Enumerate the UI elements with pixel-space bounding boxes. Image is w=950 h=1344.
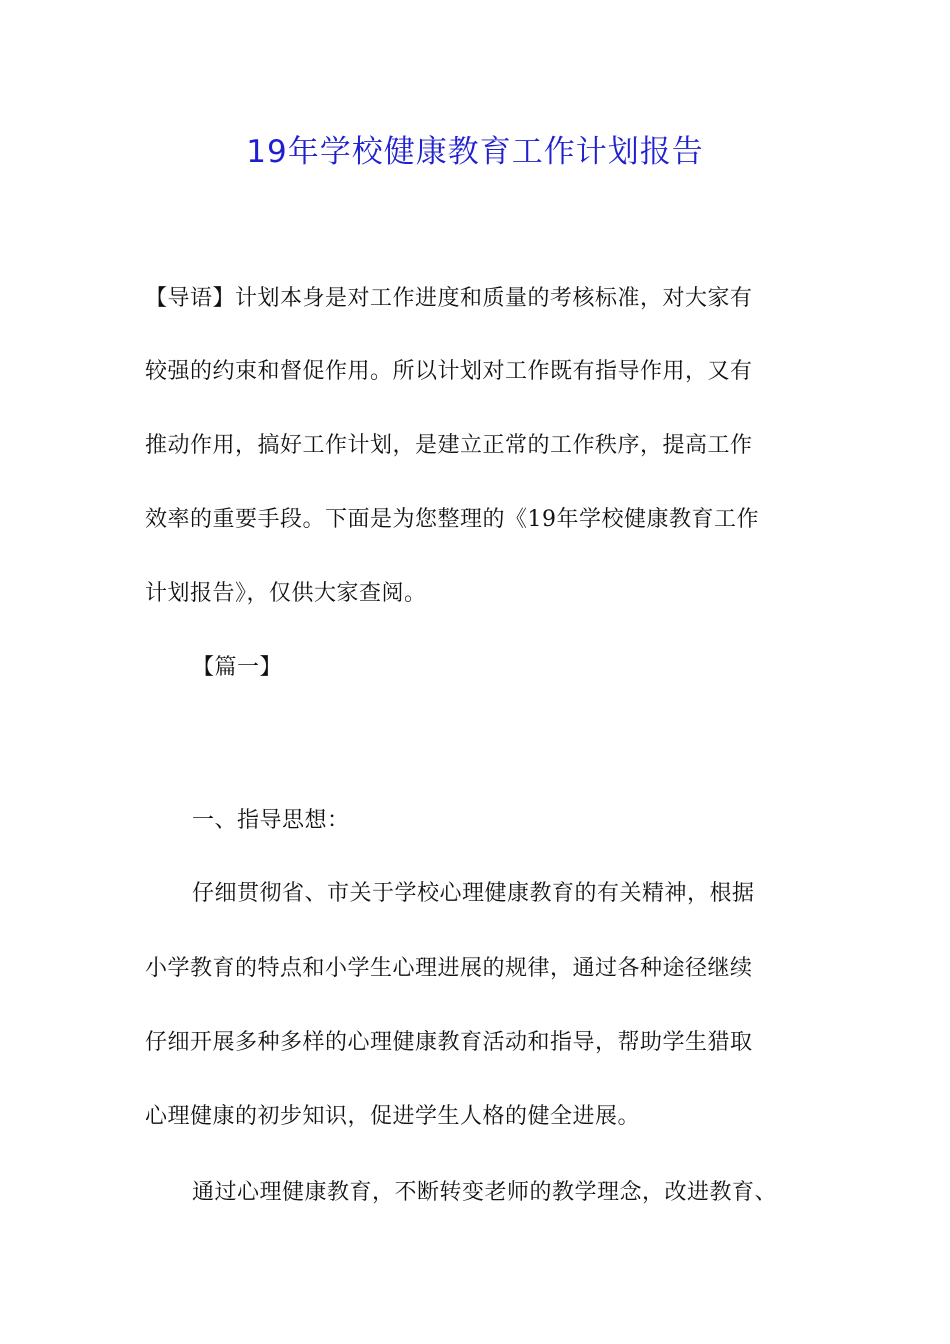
paragraph-line: 仔细贯彻省、市关于学校心理健康教育的有关精神，根据 (192, 881, 755, 906)
section-heading: 一、指导思想： (192, 808, 350, 833)
paragraph-line: 通过心理健康教育，不断转变老师的教学理念，改进教育、 (192, 1180, 778, 1205)
section-label: 【篇一】 (192, 655, 283, 680)
intro-line: 效率的重要手段。下面是为您整理的《19年学校健康教育工作 (145, 507, 759, 532)
intro-line: 【导语】计划本身是对工作进度和质量的考核标准，对大家有 (145, 286, 753, 311)
paragraph-line: 小学教育的特点和小学生心理进展的规律，通过各种途径继续 (145, 956, 753, 981)
intro-line: 较强的约束和督促作用。所以计划对工作既有指导作用，又有 (145, 359, 753, 384)
intro-line: 推动作用，搞好工作计划，是建立正常的工作秩序，提高工作 (145, 433, 753, 458)
paragraph-line: 心理健康的初步知识，促进学生人格的健全进展。 (145, 1104, 641, 1129)
paragraph-line: 仔细开展多种多样的心理健康教育活动和指导，帮助学生猎取 (145, 1030, 753, 1055)
document-title: 19年学校健康教育工作计划报告 (246, 134, 704, 170)
intro-line: 计划报告》，仅供大家查阅。 (145, 581, 427, 606)
